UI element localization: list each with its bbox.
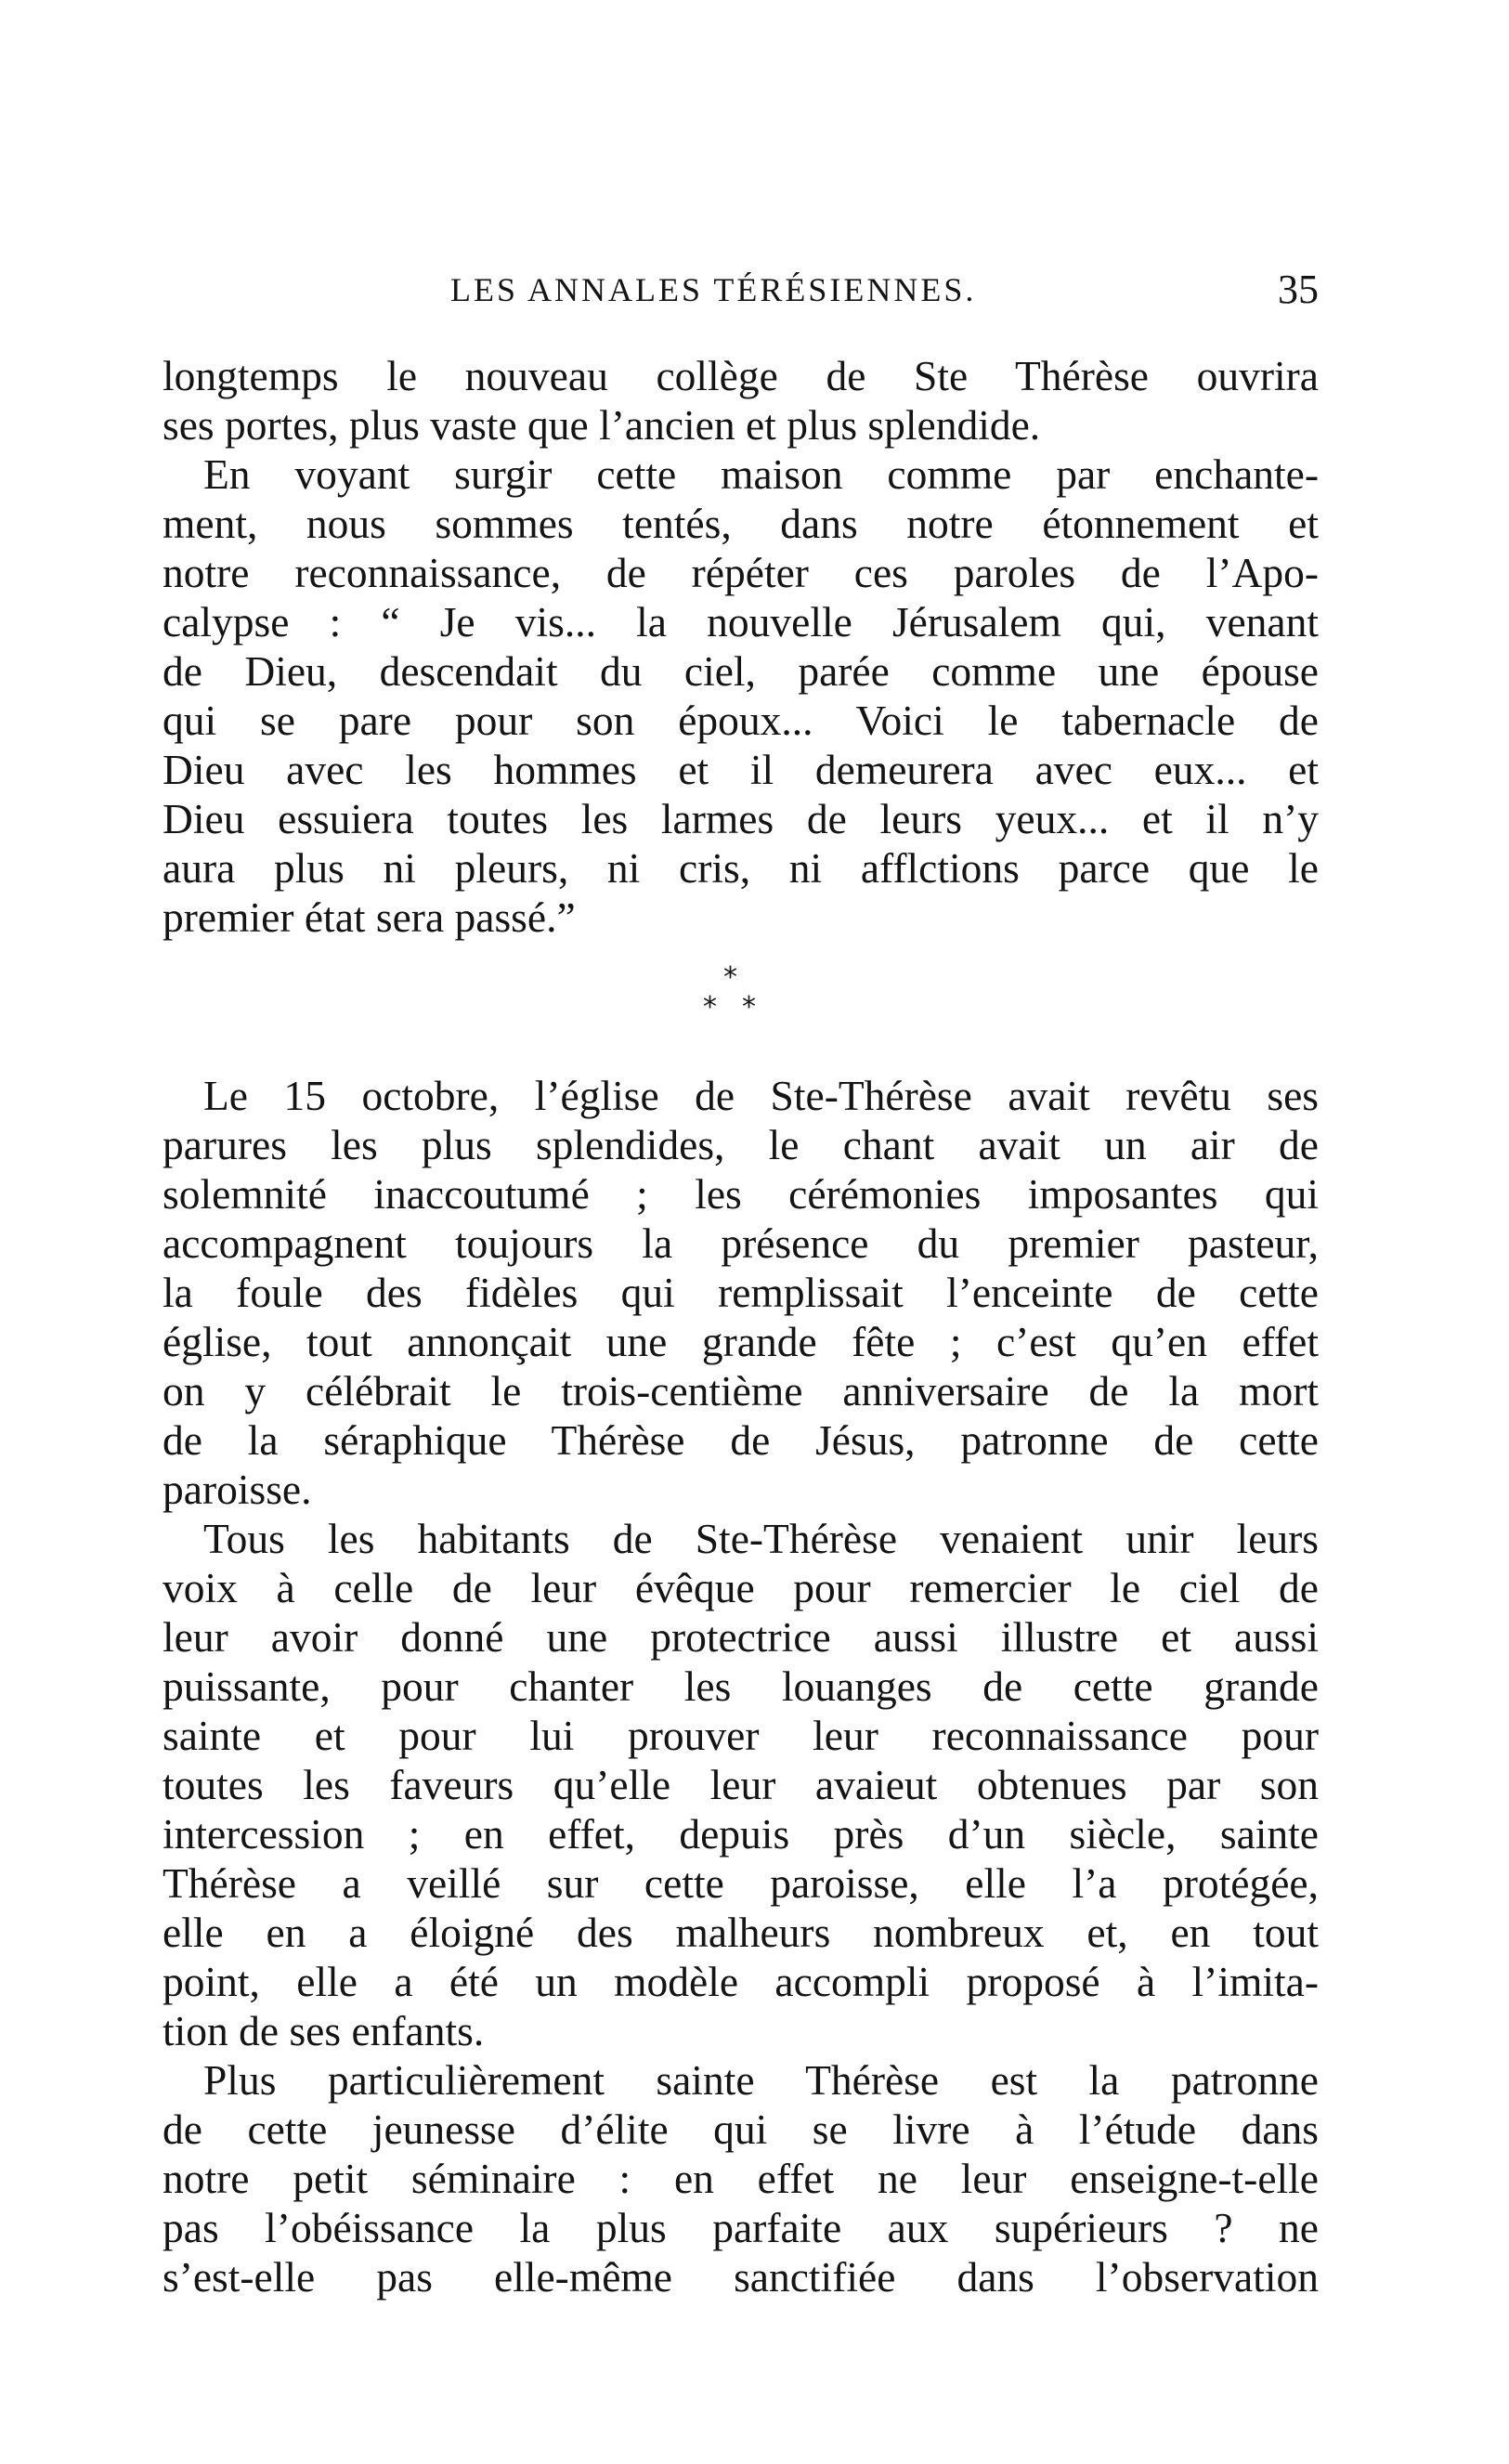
text-line: s’est-elle pas elle-même sanctifiée dans l’observation xyxy=(163,2253,1319,2301)
paragraph-5 xyxy=(163,2055,1319,2301)
text-line: la foule des fidèles qui remplissait l’enceinte de cette xyxy=(163,1269,1319,1316)
asterism-star-icon: * xyxy=(703,991,717,1023)
text-line: notre petit séminaire : en effet ne leur enseigne-t-elle xyxy=(163,2155,1319,2202)
text-line: on y célébrait le trois-centième anniversaire de la mort xyxy=(163,1367,1319,1415)
text-line: Plus particulièrement sainte Thérèse est la patronne xyxy=(203,2056,1319,2104)
text-line: elle en a éloigné des malheurs nombreux et, en tout xyxy=(163,1909,1319,1956)
text-line: de la séraphique Thérèse de Jésus, patronne de cette xyxy=(163,1416,1319,1464)
body-text xyxy=(163,351,1319,2301)
text-line: longtemps le nouveau collège de Ste Thérèse ouvrira xyxy=(163,352,1319,399)
text-line: qui se pare pour son époux... Voici le tabernacle de xyxy=(163,697,1319,744)
paragraph-2 xyxy=(163,450,1319,942)
text-line: intercession ; en effet, depuis près d’un siècle, sainte xyxy=(163,1810,1319,1858)
asterism-star-icon: * xyxy=(742,991,756,1023)
text-line: Tous les habitants de Ste-Thérèse venaient unir leurs xyxy=(203,1515,1319,1562)
paragraph-4 xyxy=(163,1514,1319,2055)
text-line: tion de ses enfants. xyxy=(163,2007,485,2054)
text-line: Dieu avec les hommes et il demeurera avec eux... et xyxy=(163,746,1319,793)
text-line: premier état sera passé.” xyxy=(163,893,576,941)
page-number: 35 xyxy=(1278,267,1319,312)
text-line: ses portes, plus vaste que l’ancien et plus splendide. xyxy=(163,401,1041,449)
running-head xyxy=(163,262,1319,318)
text-line: sainte et pour lui prouver leur reconnaissance pour xyxy=(163,1712,1319,1759)
text-line: Dieu essuiera toutes les larmes de leurs yeux... et il n’y xyxy=(163,795,1319,842)
text-line: aura plus ni pleurs, ni cris, ni afflctions parce que le xyxy=(163,844,1319,892)
asterism-star-icon: * xyxy=(723,961,737,994)
text-line: calypse : “ Je vis... la nouvelle Jérusalem qui, venant xyxy=(163,598,1319,645)
text-line: paroisse. xyxy=(163,1466,312,1513)
text-line: point, elle a été un modèle accompli proposé à l’imita- xyxy=(163,1958,1319,2005)
text-line: de Dieu, descendait du ciel, parée comme une épouse xyxy=(163,647,1319,695)
text-line: de cette jeunesse d’élite qui se livre à l’étude dans xyxy=(163,2105,1319,2153)
text-line: ment, nous sommes tentés, dans notre étonnement et xyxy=(163,500,1319,547)
running-title: LES ANNALES TÉRÉSIENNES. xyxy=(450,271,977,308)
text-line: parures les plus splendides, le chant avait un air de xyxy=(163,1121,1319,1168)
text-line: puissante, pour chanter les louanges de cette grande xyxy=(163,1662,1319,1710)
text-line: voix à celle de leur évêque pour remercier le ciel de xyxy=(163,1564,1319,1611)
text-line: accompagnent toujours la présence du premier pasteur, xyxy=(163,1219,1319,1267)
text-line: En voyant surgir cette maison comme par enchante- xyxy=(203,450,1319,498)
text-line: pas l’obéissance la plus parfaite aux supérieurs ? ne xyxy=(163,2204,1319,2251)
text-line: église, tout annonçait une grande fête ; c’est qu’en effet xyxy=(163,1318,1319,1365)
text-line: Thérèse a veillé sur cette paroisse, elle l’a protégée, xyxy=(163,1859,1319,1907)
asterism-divider xyxy=(163,947,1319,1066)
paragraph-1 xyxy=(163,351,1319,450)
text-line: notre reconnaissance, de répéter ces paroles de l’Apo- xyxy=(163,549,1319,596)
text-line: Le 15 octobre, l’église de Ste-Thérèse avait revêtu ses xyxy=(203,1072,1319,1119)
paragraph-3 xyxy=(163,1071,1319,1514)
text-line: solemnité inaccoutumé ; les cérémonies imposantes qui xyxy=(163,1170,1319,1218)
text-line: toutes les faveurs qu’elle leur avaieut obtenues par son xyxy=(163,1761,1319,1808)
text-line: leur avoir donné une protectrice aussi illustre et aussi xyxy=(163,1613,1319,1661)
